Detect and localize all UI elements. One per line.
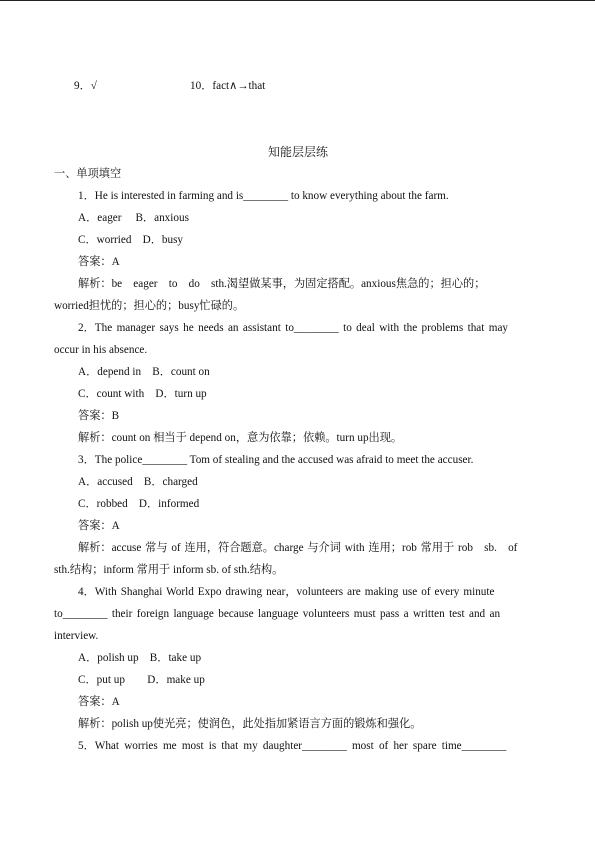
q3-analysis-line1: 解析：accuse 常与 of 连用，符合题意。charge 与介词 with 连用；rob 常用于 rob sb. of (78, 542, 518, 554)
q3-analysis-line2: sth.结构；inform 常用于 inform sb. of sth.结构。 (54, 564, 284, 576)
q1-analysis-line2: worried担忧的；担心的；busy忙碌的。 (54, 300, 245, 312)
q1-options-ab: A．eager B．anxious (78, 212, 189, 224)
q1-options-cd: C．worried D．busy (78, 234, 184, 246)
q2-options-cd: C．count with D．turn up (78, 388, 207, 400)
top-rule (0, 0, 595, 1)
q4-answer: 答案：A (78, 696, 120, 708)
q1-stem: 1．He is interested in farming and is________ to know everything about the farm. (78, 190, 449, 202)
q4-analysis: 解析：polish up使光亮；使润色，此处指加紧语言方面的锻炼和强化。 (78, 718, 422, 730)
q1-analysis-line1: 解析：be eager to do sth.渴望做某事，为固定搭配。anxious焦急的；担心的； (78, 278, 486, 290)
section-heading: 一、单项填空 (54, 168, 122, 180)
q4-stem-line1: 4．With Shanghai World Expo drawing near，volunteers are making use of every minute (78, 586, 495, 598)
q2-analysis: 解析：count on 相当于 depend on，意为依靠；依赖。turn up出现。 (78, 432, 403, 444)
page-title: 知能层层练 (268, 145, 329, 159)
q2-stem-line1: 2．The manager says he needs an assistant to________ to deal with the problems that may (78, 322, 509, 334)
q3-options-ab: A．accused B．charged (78, 476, 198, 488)
q4-options-cd: C．put up D．make up (78, 674, 205, 686)
q5-stem: 5．What worries me most is that my daughter________ most of her spare time________ (78, 740, 507, 752)
q4-stem-line2: to________ their foreign language because language volunteers must pass a written test and an (54, 608, 501, 620)
q4-options-ab: A．polish up B．take up (78, 652, 202, 664)
q3-answer: 答案：A (78, 520, 120, 532)
q4-stem-line3: interview. (54, 630, 99, 642)
q2-stem-line2: occur in his absence. (54, 344, 148, 356)
q2-answer: 答案：B (78, 410, 120, 422)
q1-answer: 答案：A (78, 256, 120, 268)
answer-10: 10．fact∧→that (190, 80, 266, 92)
q2-options-ab: A．depend in B．count on (78, 366, 210, 378)
answer-9: 9．√ (74, 80, 97, 92)
q3-stem: 3．The police________ Tom of stealing and the accused was afraid to meet the accuser. (78, 454, 474, 466)
q3-options-cd: C．robbed D．informed (78, 498, 200, 510)
